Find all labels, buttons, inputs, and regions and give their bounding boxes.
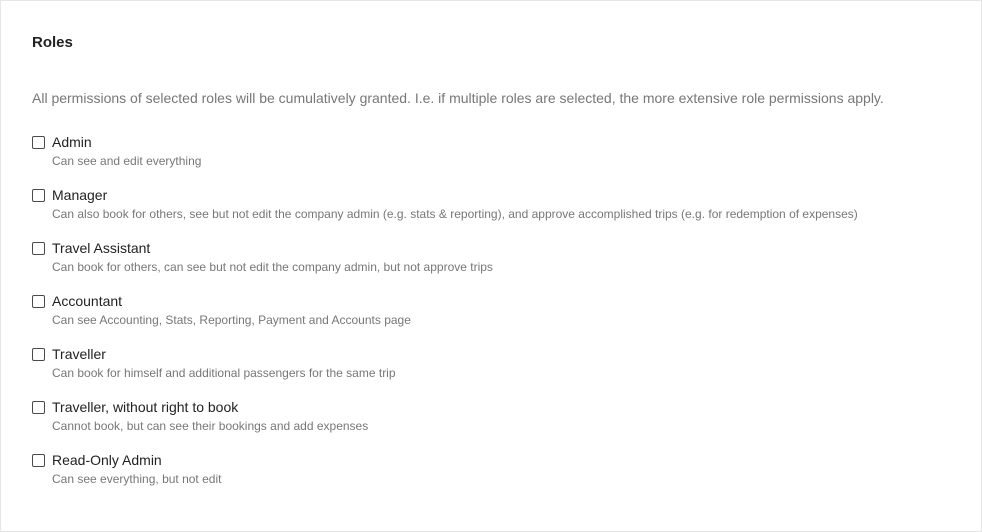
role-description-read-only-admin: Can see everything, but not edit bbox=[52, 472, 222, 486]
role-name-traveller-without-booking[interactable]: Traveller, without right to book bbox=[52, 399, 239, 415]
role-name-accountant[interactable]: Accountant bbox=[52, 293, 123, 309]
travel-assistant-checkbox[interactable] bbox=[32, 242, 45, 255]
role-description-admin: Can see and edit everything bbox=[52, 154, 202, 168]
role-name-traveller[interactable]: Traveller bbox=[52, 346, 106, 362]
role-description-traveller: Can book for himself and additional passengers for the same trip bbox=[52, 366, 396, 380]
section-title: Roles bbox=[32, 34, 73, 51]
role-option-traveller-without-booking[interactable] bbox=[32, 399, 962, 452]
role-option-accountant[interactable] bbox=[32, 293, 962, 346]
role-description-accountant: Can see Accounting, Stats, Reporting, Payment and Accounts page bbox=[52, 313, 411, 327]
traveller-checkbox[interactable] bbox=[32, 348, 45, 361]
role-option-traveller[interactable] bbox=[32, 346, 962, 399]
role-list bbox=[32, 134, 962, 505]
accountant-checkbox[interactable] bbox=[32, 295, 45, 308]
role-description-manager: Can also book for others, see but not edit the company admin (e.g. stats & reporting), and approve accomplished trips (e.g. for redemption of expenses) bbox=[52, 207, 858, 221]
section-description: All permissions of selected roles will be cumulatively granted. I.e. if multiple roles are selected, the more extensive role permissions apply. bbox=[32, 90, 884, 106]
role-description-travel-assistant: Can book for others, can see but not edit the company admin, but not approve trips bbox=[52, 260, 493, 274]
role-option-admin[interactable] bbox=[32, 134, 962, 187]
traveller-without-booking-checkbox[interactable] bbox=[32, 401, 45, 414]
role-option-manager[interactable] bbox=[32, 187, 962, 240]
role-option-travel-assistant[interactable] bbox=[32, 240, 962, 293]
role-description-traveller-without-booking: Cannot book, but can see their bookings and add expenses bbox=[52, 419, 369, 433]
manager-checkbox[interactable] bbox=[32, 189, 45, 202]
role-option-read-only-admin[interactable] bbox=[32, 452, 962, 505]
role-name-manager[interactable]: Manager bbox=[52, 187, 108, 203]
role-name-admin[interactable]: Admin bbox=[52, 134, 92, 150]
role-name-travel-assistant[interactable]: Travel Assistant bbox=[52, 240, 151, 256]
admin-checkbox[interactable] bbox=[32, 136, 45, 149]
read-only-admin-checkbox[interactable] bbox=[32, 454, 45, 467]
role-name-read-only-admin[interactable]: Read-Only Admin bbox=[52, 452, 162, 468]
